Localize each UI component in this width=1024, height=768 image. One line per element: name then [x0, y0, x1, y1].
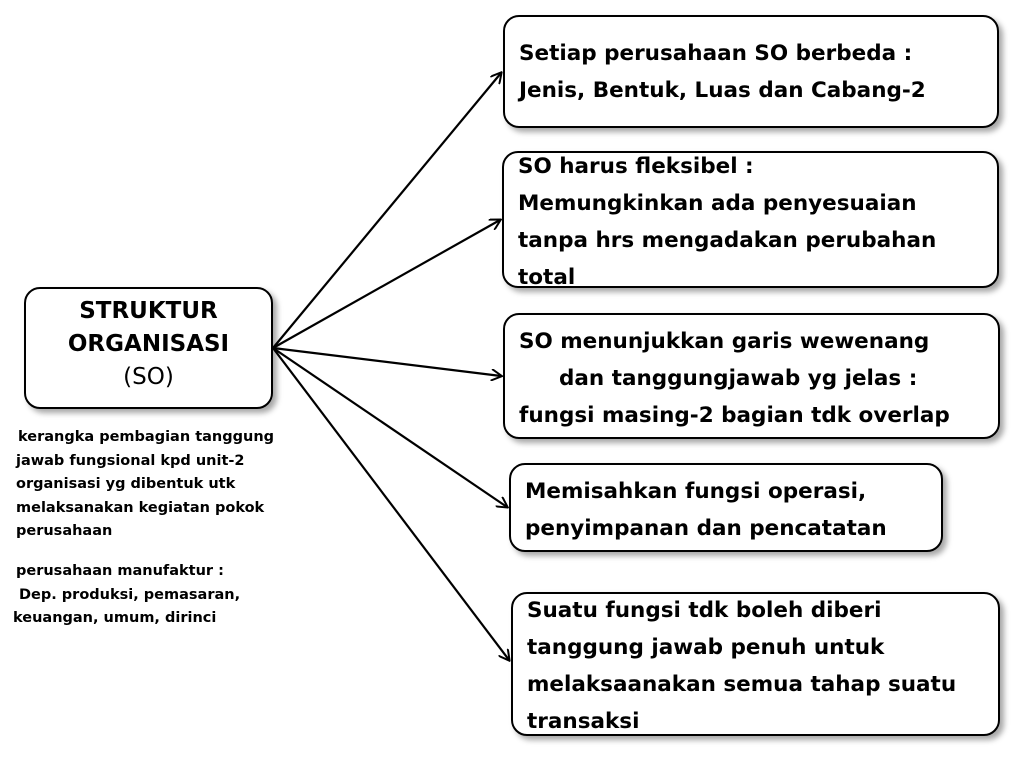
branch-5-line-2: tanggung jawab penuh untuk — [527, 635, 885, 660]
definition-note-line-4: melaksanakan kegiatan pokok — [16, 499, 265, 516]
branch-box-2 — [502, 151, 999, 288]
branch-5-line-3: melaksaanakan semua tahap suatu — [527, 672, 957, 697]
branch-5-line-1: Suatu fungsi tdk boleh diberi — [527, 598, 882, 623]
main-node-line-1: STRUKTUR — [79, 298, 218, 324]
main-node-struktur-organisasi — [24, 287, 273, 409]
branch-2-line-3: tanpa hrs mengadakan perubahan — [518, 228, 937, 253]
arrow-to-box-2 — [273, 220, 500, 348]
branch-4-line-1: Memisahkan fungsi operasi, — [525, 479, 867, 504]
branch-3-line-3: fungsi masing-2 bagian tdk overlap — [519, 403, 950, 428]
definition-note — [16, 426, 274, 544]
branch-1-line-1: Setiap perusahaan SO berbeda : — [519, 41, 913, 66]
branch-3-line-1: SO menunjukkan garis wewenang — [519, 329, 930, 354]
example-note — [13, 560, 240, 631]
definition-note-line-3: organisasi yg dibentuk utk — [16, 476, 236, 492]
branch-box-1 — [503, 15, 999, 128]
example-note-line-1: perusahaan manufaktur : — [16, 563, 224, 579]
arrow-to-box-5 — [273, 348, 509, 660]
branch-box-5 — [511, 592, 1000, 736]
example-note-line-3: keuangan, umum, dirinci — [13, 610, 217, 626]
definition-note-line-5: perusahaan — [16, 523, 113, 539]
branch-2-line-2: Memungkinkan ada penyesuaian — [518, 191, 917, 216]
definition-note-line-2: jawab fungsional kpd unit-2 — [16, 452, 245, 469]
definition-note-line-1: kerangka pembagian tanggung — [18, 429, 275, 445]
arrow-to-box-1 — [273, 73, 501, 348]
branch-3-line-2: dan tanggungjawab yg jelas : — [559, 366, 918, 391]
branch-box-3 — [503, 313, 1000, 439]
branch-2-line-4: total — [518, 265, 576, 288]
branch-1-line-2: Jenis, Bentuk, Luas dan Cabang-2 — [519, 78, 926, 103]
main-node-line-3: (SO) — [123, 364, 174, 390]
branch-2-line-1: SO harus fleksibel : — [518, 154, 754, 179]
branch-5-line-4: transaksi — [527, 709, 640, 734]
branch-4-line-2: penyimpanan dan pencatatan — [525, 516, 887, 541]
main-node-line-2: ORGANISASI — [67, 331, 230, 357]
branch-box-4 — [509, 463, 943, 552]
example-note-line-2: Dep. produksi, pemasaran, — [19, 586, 241, 603]
